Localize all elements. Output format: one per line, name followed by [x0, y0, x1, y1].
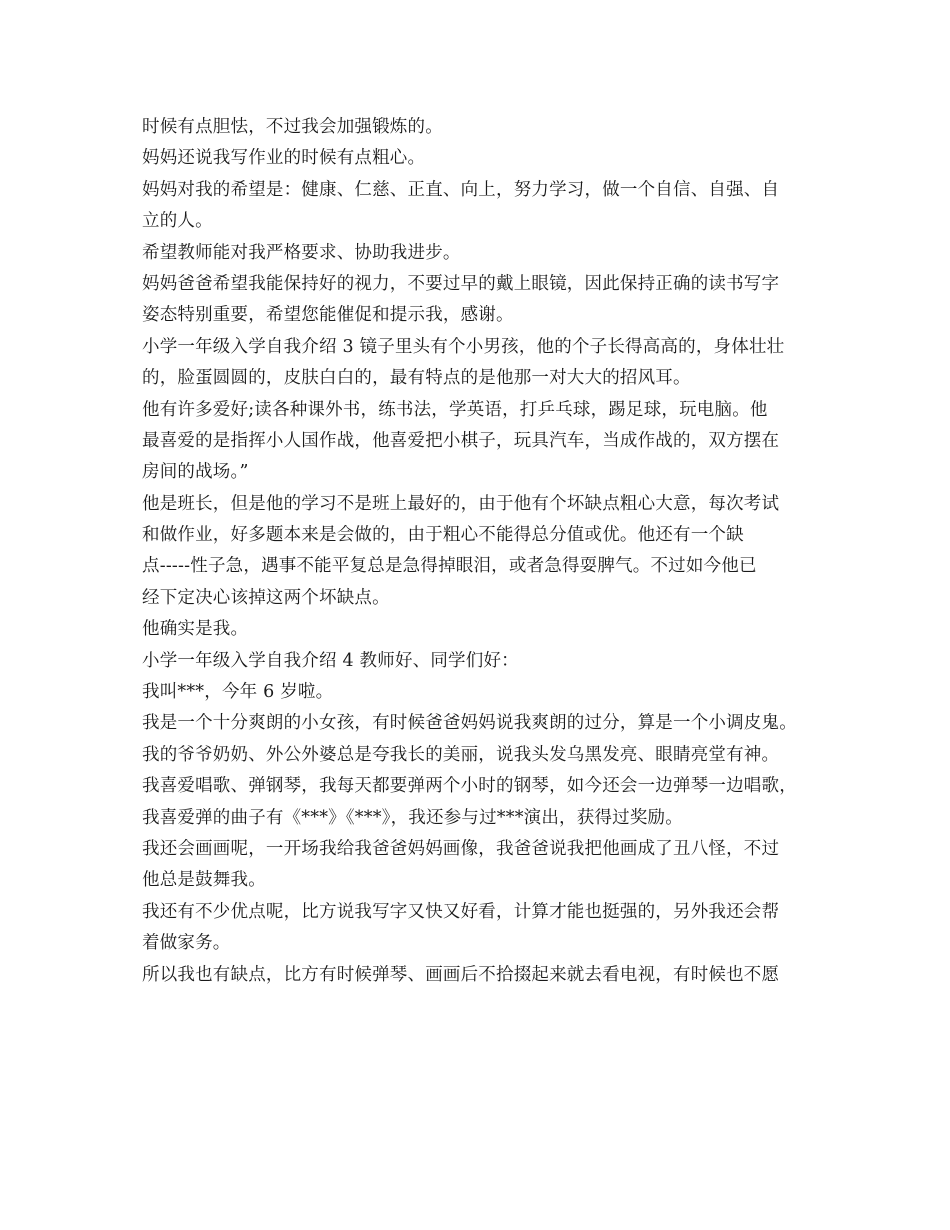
text-line: 最喜爱的是指挥小人国作战，他喜爱把小棋子，玩具汽车，当成作战的，双方摆在 — [142, 430, 780, 451]
text-line: 着做家务。 — [142, 933, 231, 954]
text-line: 的，脸蛋圆圆的，皮肤白白的，最有特点的是他那一对大大的招风耳。 — [142, 368, 691, 389]
text-line: 我是一个十分爽朗的小女孩，有时候爸爸妈妈说我爽朗的过分，算是一个小调皮鬼。 — [142, 713, 797, 734]
document-body — [142, 112, 822, 991]
text-line: 我喜爱唱歌、弹钢琴，我每天都要弹两个小时的钢琴，如今还会一边弹琴一边唱歌， — [142, 776, 797, 797]
text-line: 我喜爱弹的曲子有《***》《***》，我还参与过***演出，获得过奖励。 — [142, 807, 683, 828]
text-line: 妈妈爸爸希望我能保持好的视力，不要过早的戴上眼镜，因此保持正确的读书写字 — [142, 273, 780, 294]
text-line: 我的爷爷奶奶、外公外婆总是夸我长的美丽，说我头发乌黑发亮、眼睛亮堂有神。 — [142, 744, 780, 765]
text-line: 他确实是我。 — [142, 619, 249, 640]
text-line: 小学一年级入学自我介绍 4 教师好、同学们好： — [142, 650, 519, 671]
text-line: 妈妈还说我写作业的时候有点粗心。 — [142, 148, 426, 169]
text-line: 我还有不少优点呢，比方说我写字又快又好看，计算才能也挺强的，另外我还会帮 — [142, 901, 780, 922]
text-line: 他有许多爱好;读各种课外书，练书法，学英语，打乒乓球，踢足球，玩电脑。他 — [142, 399, 768, 420]
text-line: 和做作业，好多题本来是会做的，由于粗心不能得总分值或优。他还有一个缺 — [142, 525, 744, 546]
text-line: 房间的战场。” — [142, 462, 249, 483]
text-line: 经下定决心该掉这两个坏缺点。 — [142, 587, 390, 608]
text-line: 我叫***，今年 6 岁啦。 — [142, 682, 334, 703]
text-line: 希望教师能对我严格要求、协助我进步。 — [142, 242, 461, 263]
text-line: 我还会画画呢，一开场我给我爸爸妈妈画像，我爸爸说我把他画成了丑八怪，不过 — [142, 838, 780, 859]
text-line: 时候有点胆怯，不过我会加强锻炼的。 — [142, 117, 443, 137]
text-line: 点-----性子急，遇事不能平复总是急得掉眼泪，或者急得耍脾气。不过如今他已 — [142, 556, 757, 577]
text-line: 他是班长，但是他的学习不是班上最好的，由于他有个坏缺点粗心大意，每次考试 — [142, 493, 780, 514]
text-line: 他总是鼓舞我。 — [142, 870, 266, 891]
text-line: 妈妈对我的希望是：健康、仁慈、正直、向上，努力学习，做一个自信、自强、自 — [142, 179, 780, 200]
text-line: 所以我也有缺点，比方有时候弹琴、画画后不拾掇起来就去看电视，有时候也不愿 — [142, 964, 780, 985]
text-line: 小学一年级入学自我介绍 3 镜子里头有个小男孩，他的个子长得高高的，身体壮壮 — [142, 336, 785, 357]
text-line: 立的人。 — [142, 211, 213, 232]
text-line: 姿态特别重要，希望您能催促和提示我，感谢。 — [142, 305, 514, 326]
